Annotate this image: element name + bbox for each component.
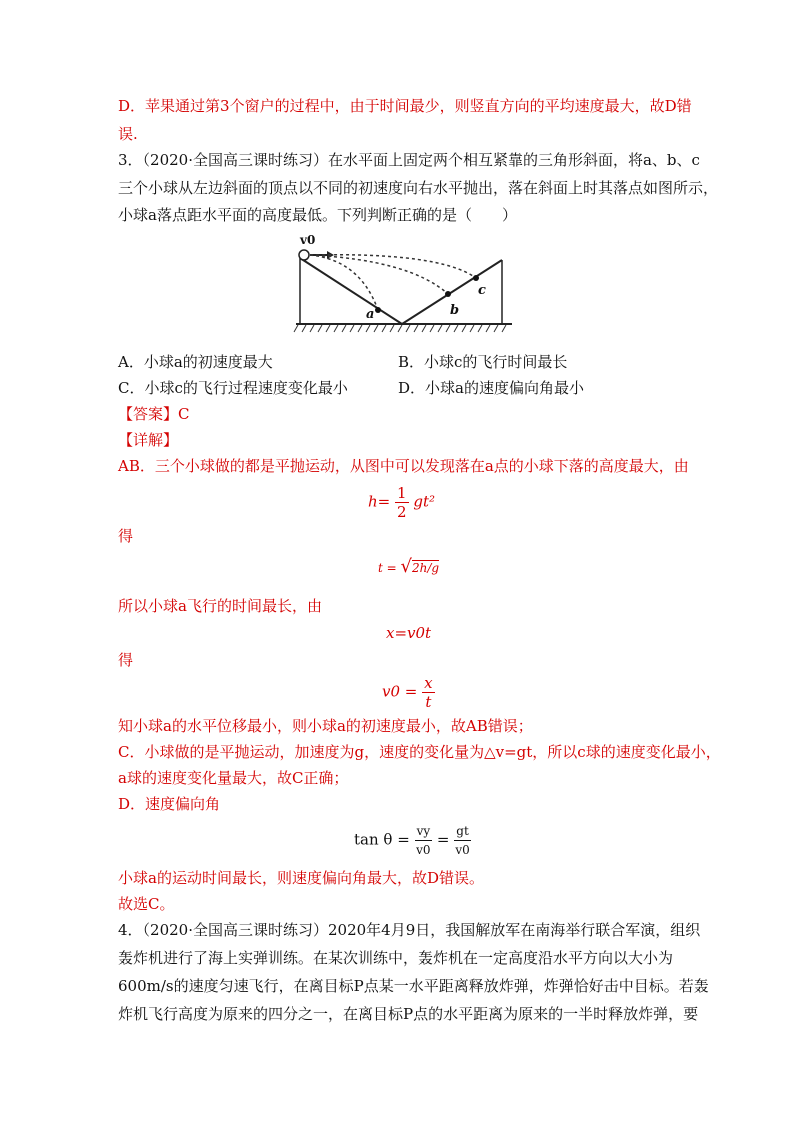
q4-stem-line4: 炸机飞行高度为原来的四分之一，在离目标P点的水平距离为原来的一半时释放炸弹，要: [118, 1005, 699, 1023]
equation-height: [368, 484, 435, 521]
q3-stem-line2: 三个小球从左边斜面的顶点以不同的初速度向右水平抛出，落在斜面上时其落点如图所示，: [118, 179, 719, 197]
figure-label-v0: v0: [300, 233, 316, 247]
equation-x: x=v0t: [386, 624, 432, 642]
eq1-lhs: h=: [368, 492, 391, 511]
solution-d-line: D．速度偏向角: [118, 795, 221, 813]
q3-option-d: D．小球a的速度偏向角最小: [398, 379, 584, 397]
eq4-numerator: x: [424, 674, 433, 692]
q4-stem-line3: 600m/s的速度匀速飞行，在离目标P点某一水平距离释放炸弹，炸弹恰好击中目标。若轰: [118, 977, 709, 995]
eq5-numerator-2: gt: [454, 822, 471, 841]
figure-label-c: c: [478, 283, 486, 298]
eq1-numerator: 1: [397, 484, 407, 502]
eq1-denominator: 2: [397, 503, 407, 521]
eq2-radicand: 2h/g: [412, 561, 440, 575]
solution-ab-line: AB．三个小球做的都是平抛运动，从图中可以发现落在a点的小球下落的高度最大，由: [118, 457, 689, 475]
eq4-denominator: t: [425, 693, 432, 711]
figure-label-b: b: [450, 303, 460, 318]
q3-option-a: A．小球a的初速度最大: [118, 353, 273, 371]
eq5-denominator-2: v0: [455, 843, 470, 857]
q3-answer: 【答案】C: [118, 405, 190, 423]
figure-label-a: a: [366, 307, 375, 322]
solution-de-1: 得: [118, 527, 134, 545]
eq5-numerator-1: vy: [415, 822, 433, 841]
q3-detail-heading: 【详解】: [118, 431, 179, 449]
eq1-rhs: gt²: [413, 492, 435, 511]
equation-time: t = √2h/g: [378, 556, 440, 577]
q4-stem-line2: 轰炸机进行了海上实弹训练。在某次训练中，轰炸机在一定高度沿水平方向以大小为: [118, 949, 674, 967]
prev-option-d-line1: D．苹果通过第3个窗户的过程中，由于时间最少，则竖直方向的平均速度最大，故D错: [118, 97, 692, 115]
equation-v0: [382, 674, 435, 711]
solution-c-line2: a球的速度变化量最大，故C正确；: [118, 769, 349, 787]
solution-so-line: 所以小球a飞行的时间最长，由: [118, 597, 322, 615]
q3-option-c: C．小球c的飞行过程速度变化最小: [118, 379, 348, 397]
eq4-lhs: v0 =: [382, 682, 418, 701]
eq2-lhs: t =: [378, 561, 397, 575]
solution-conclude: 小球a的运动时间最长，则速度偏向角最大，故D错误。: [118, 869, 484, 887]
q3-stem-line1: 3．（2020·全国高三课时练习）在水平面上固定两个相互紧靠的三角形斜面，将a、b、c: [118, 151, 700, 169]
solution-final: 故选C。: [118, 895, 175, 913]
solution-know-line: 知小球a的水平位移最小，则小球a的初速度最小，故AB错误；: [118, 717, 533, 735]
q3-stem-line3: 小球a落点距水平面的高度最低。下列判断正确的是（ ）: [118, 206, 517, 224]
q3-incline-figure: [290, 232, 520, 338]
equation-tan: tan θ = $\frac{vy}{v0}$ = $\frac{gt}{v0}$: [354, 824, 470, 857]
solution-c-line1: C．小球做的是平抛运动，加速度为g，速度的变化量为△v=gt，所以c球的速度变化最小，: [118, 743, 721, 761]
q3-option-b: B．小球c的飞行时间最长: [398, 353, 568, 371]
prev-option-d-line2: 误.: [118, 125, 138, 143]
eq5-lhs: tan θ =: [354, 830, 410, 849]
eq5-denominator-1: v0: [416, 843, 431, 857]
q4-stem-line1: 4．（2020·全国高三课时练习）2020年4月9日，我国解放军在南海举行联合军演，组织: [118, 921, 701, 939]
solution-de-2: 得: [118, 651, 134, 669]
